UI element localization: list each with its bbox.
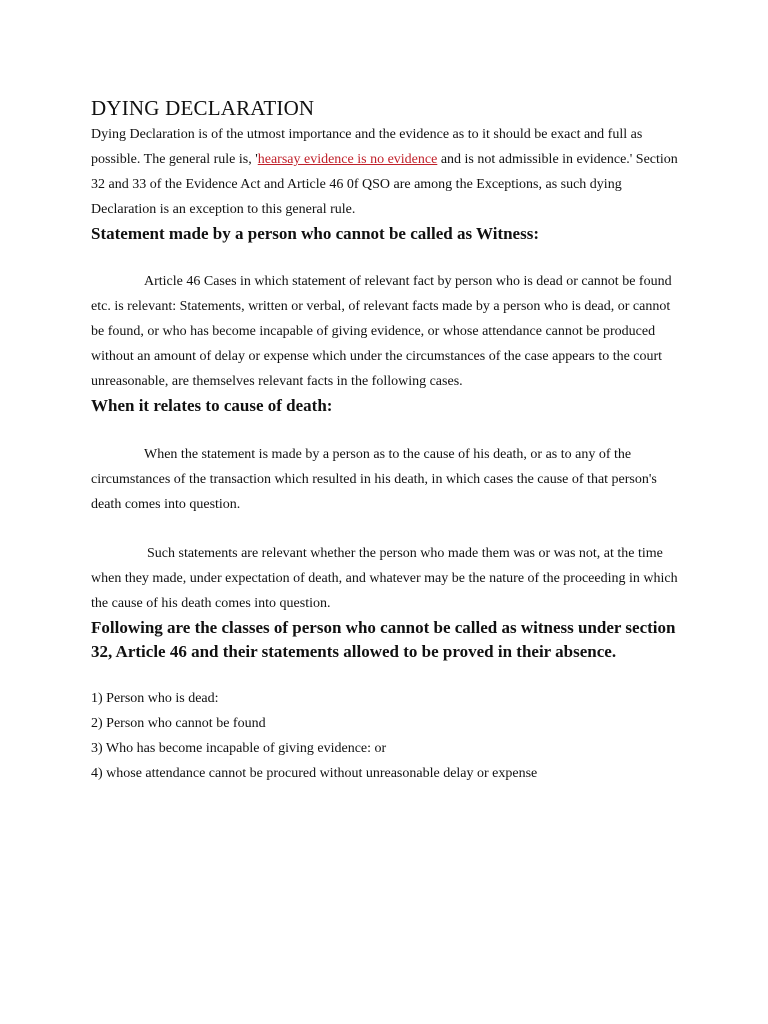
hearsay-link[interactable]: hearsay evidence is no evidence [257, 152, 438, 167]
intro-paragraph [91, 122, 678, 222]
witness-heading: Statement made by a person who cannot be called as Witness: [91, 224, 539, 243]
classes-list [91, 686, 678, 786]
list-item: 3) Who has become incapable of giving evidence: or [91, 741, 387, 756]
list-item: 2) Person who cannot be found [91, 716, 266, 731]
cause-of-death-paragraph-1: When the statement is made by a person as to the cause of his death, or as to any of the circumstances of the transaction which resulted in his death, in which cases the cause of that person's death comes into question. [91, 447, 657, 512]
article-46-paragraph: Article 46 Cases in which statement of relevant fact by person who is dead or cannot be found etc. is relevant: Statements, written or verbal, of relevant facts made by a person who is dead, or cannot be found, or who has become incapable of giving evidence, or whose attendance cannot be produced without an amount of delay or expense which under the circumstances of the case appears to the court unreasonable, are themselves relevant facts in the following cases. [91, 274, 672, 389]
list-item: 4) whose attendance cannot be procured without unreasonable delay or expense [91, 766, 538, 781]
intro-text-after-link: and is not admissible in evidence.' Section 32 and 33 of the Evidence Act and Article 46 0f QSO are among the Exceptions, as such dying Declaration is an exception to this general rule. [91, 152, 678, 217]
cause-of-death-heading: When it relates to cause of death: [91, 396, 333, 415]
document-title: DYING DECLARATION [91, 96, 315, 120]
cause-of-death-paragraph-2: Such statements are relevant whether the person who made them was or was not, at the time when they made, under expectation of death, and whatever may be the nature of the proceeding in which the cause of his death comes into question. [91, 546, 678, 611]
list-item: 1) Person who is dead: [91, 691, 219, 706]
classes-heading: Following are the classes of person who cannot be called as witness under section 32, Article 46 and their statements allowed to be proved in their absence. [91, 618, 676, 661]
intro-text-before-link: Dying Declaration is of the utmost importance and the evidence as to it should be exact and full as possible. The general rule is, ' [91, 127, 643, 167]
